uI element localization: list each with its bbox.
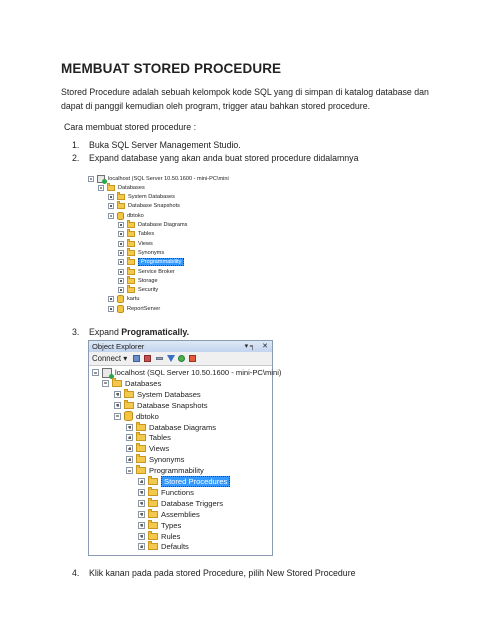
expand-icon[interactable] [118,222,124,228]
object-explorer-toolbar [89,352,272,366]
tree-node-label: dbtoko [127,212,144,219]
tree-node[interactable] [126,443,169,454]
tree-node[interactable] [98,183,145,192]
tree-node-label: Views [138,240,153,247]
database-icon [117,295,124,303]
expand-icon[interactable] [108,296,114,302]
expand-icon[interactable] [126,445,133,452]
tree-node-label: Database Diagrams [149,422,217,432]
refresh-icon[interactable] [178,355,185,362]
tree-node-label: Tables [149,433,171,443]
tree-node[interactable] [118,230,154,239]
step-number: 2. [72,153,80,163]
folder-icon [148,478,158,485]
folder-icon [117,194,125,200]
tree-node[interactable] [138,520,181,531]
tree-node-label: Database Snapshots [137,400,208,410]
expand-icon[interactable] [126,456,133,463]
folder-icon [127,259,135,265]
tree-node[interactable] [92,367,281,378]
database-icon [117,305,124,313]
page-title: MEMBUAT STORED PROCEDURE [61,61,282,76]
tree-node-label: Assemblies [161,509,200,519]
tree-node-label: Programmability [149,466,204,476]
folder-icon [136,434,146,441]
expand-icon[interactable] [138,489,145,496]
folder-icon [124,391,134,398]
expand-icon[interactable] [108,306,114,312]
tree-node-label: Database Snapshots [128,203,180,210]
expand-icon[interactable] [118,259,124,265]
tree-node[interactable] [126,432,171,443]
step-number: 1. [72,140,80,150]
tree-node[interactable] [138,476,230,487]
tree-node[interactable] [126,465,204,476]
close-icon[interactable]: ✕ [262,343,268,350]
tree-node-label: localhost (SQL Server 10.50.1600 - mini-PC\mini [108,175,229,182]
tree-node-label: System Databases [128,194,175,201]
folder-icon [148,511,158,518]
tree-node[interactable] [88,174,229,183]
stop-icon[interactable] [156,357,163,360]
expand-icon[interactable] [118,269,124,275]
tree-node[interactable] [102,378,161,389]
folder-icon [136,456,146,463]
expand-icon[interactable] [118,250,124,256]
filter-icon[interactable] [167,355,175,362]
tree-node[interactable] [138,531,180,542]
expand-icon[interactable] [118,241,124,247]
tree-node-label: Security [138,287,159,294]
folder-icon [127,231,135,237]
tree-node[interactable] [118,221,187,230]
expand-icon[interactable] [126,434,133,441]
tree-node[interactable] [118,286,158,295]
tree-node-label: Storage [138,277,158,284]
tree-node[interactable] [108,211,144,220]
pin-icon[interactable]: ▾ ╕ [244,343,255,350]
object-explorer-panel [88,340,282,556]
tree-node-label: Synonyms [149,455,185,465]
tree-node[interactable] [114,411,159,422]
expand-icon[interactable] [114,402,121,409]
tree-node[interactable] [108,295,139,304]
object-explorer-tree [92,367,282,553]
steps-intro: Cara membuat stored procedure : [64,122,197,132]
tree-node[interactable] [118,276,158,285]
expand-icon[interactable] [118,287,124,293]
expand-icon[interactable] [138,543,145,550]
collapse-icon[interactable] [108,213,114,219]
folder-icon [148,533,158,540]
connect-button[interactable]: Connect ▾ [92,354,128,363]
collapse-icon[interactable] [102,380,109,387]
tree-node-label: Rules [161,531,181,541]
folder-icon [124,402,134,409]
step-number: 3. [72,327,80,337]
step-text: Expand database yang akan anda buat stored procedure didalamnya [89,153,359,163]
tree-node-label: Tables [138,231,155,238]
summary-icon[interactable] [189,355,196,362]
connect-object-explorer-icon[interactable] [133,355,140,362]
tree-screenshot-1 [88,174,248,314]
expand-icon[interactable] [108,194,114,200]
tree-node[interactable] [118,239,153,248]
tree-node-label: System Databases [137,389,201,399]
expand-icon[interactable] [138,522,145,529]
tree-node[interactable] [114,389,201,400]
disconnect-icon[interactable] [144,355,151,362]
tree-node-label: Defaults [161,542,189,552]
folder-icon [127,287,135,293]
tree-node[interactable] [108,304,160,313]
folder-icon [127,250,135,256]
tree-node[interactable] [138,498,223,509]
step-text: Expand Programatically. [89,327,190,337]
folder-icon [117,203,125,209]
tree-node-label: dbtoko [136,411,159,421]
folder-icon [127,222,135,228]
tree-node-label: ReportServer [127,305,161,312]
collapse-icon[interactable] [126,467,133,474]
tree-node[interactable] [138,509,200,520]
step-text: Buka SQL Server Management Studio. [89,140,241,150]
object-explorer-title: Object Explorer [92,342,145,351]
expand-icon[interactable] [126,424,133,431]
tree-node[interactable] [138,487,194,498]
expand-icon[interactable] [118,278,124,284]
expand-icon[interactable] [138,511,145,518]
tree-node[interactable] [138,541,189,552]
tree-node-label: kartu [127,296,140,303]
tree-node-label: Types [161,520,182,530]
tree-node-label: Programmability [138,258,184,266]
expand-icon[interactable] [118,231,124,237]
expand-icon[interactable] [138,533,145,540]
folder-icon [107,185,115,191]
step-bold-text: Programatically. [121,327,190,337]
tree-node-label: localhost (SQL Server 10.50.1600 - mini-PC\mini) [115,368,282,377]
expand-icon[interactable] [114,391,121,398]
folder-icon [148,522,158,529]
tree-node[interactable] [126,454,184,465]
tree-node-label: Databases [125,378,162,388]
collapse-icon[interactable] [92,369,99,376]
folder-icon [127,269,135,275]
folder-icon [148,489,158,496]
tree-node-label: Functions [161,487,194,497]
tree-node[interactable] [114,400,208,411]
expand-icon[interactable] [108,203,114,209]
tree-node[interactable] [118,248,164,257]
tree-node-label: Views [149,444,170,454]
tree-node[interactable] [108,202,180,211]
tree-node[interactable] [118,258,184,267]
tree-node-label: Synonyms [138,249,165,256]
folder-icon [136,424,146,431]
step-text: Klik kanan pada pada stored Procedure, pilih New Stored Procedure [89,568,356,578]
database-icon [124,411,133,421]
tree-node-label: Stored Procedures [161,476,230,487]
tree-node-label: Service Broker [138,268,175,275]
folder-icon [148,500,158,507]
tree-node-label: Database Diagrams [138,222,188,228]
server-icon [102,368,112,378]
folder-icon [127,278,135,284]
folder-icon [127,241,135,247]
tree-node-label: Databases [118,184,145,191]
collapse-icon[interactable] [88,176,94,182]
collapse-icon[interactable] [114,413,121,420]
tree-node[interactable] [118,267,175,276]
database-icon [117,212,124,220]
expand-icon[interactable] [138,478,145,485]
tree-node[interactable] [108,193,175,202]
intro-paragraph: Stored Procedure adalah sebuah kelompok kode SQL yang di simpan di katalog database dan dapat di panggil kemudian oleh program, trigger atau bahkan stored procedure. [61,87,429,111]
tree-node-label: Database Triggers [161,498,224,508]
server-icon [97,175,105,183]
folder-icon [148,543,158,550]
folder-icon [136,467,146,474]
tree-node[interactable] [126,422,216,433]
expand-icon[interactable] [138,500,145,507]
folder-icon [136,445,146,452]
folder-icon [112,380,122,387]
step-number: 4. [72,568,80,578]
collapse-icon[interactable] [98,185,104,191]
